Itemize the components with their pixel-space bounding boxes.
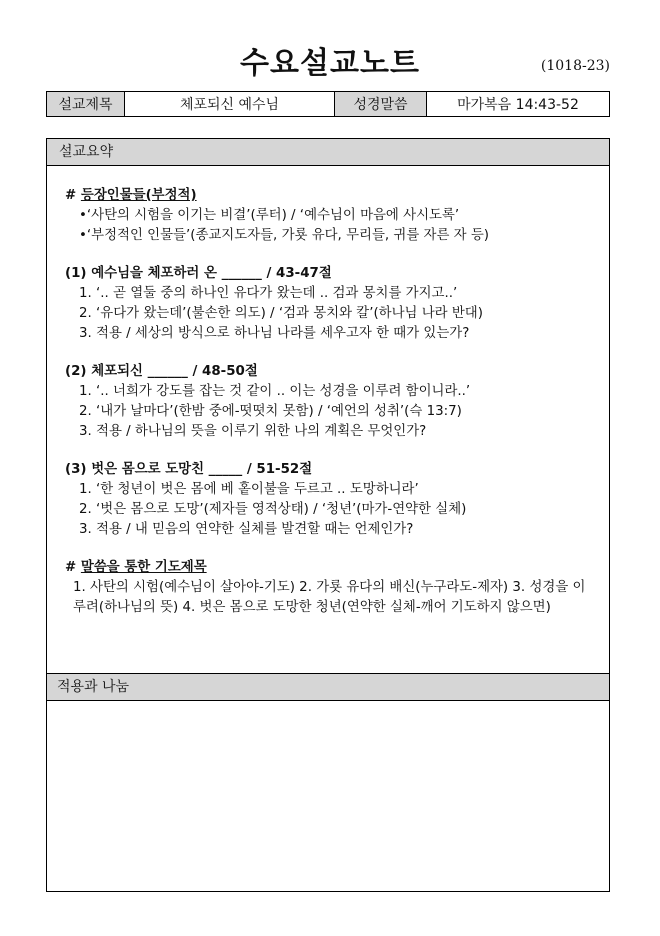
characters-heading [65, 186, 595, 206]
list-item: 3. 적용 / 하나님의 뜻을 이루기 위한 나의 계획은 무엇인가? [79, 424, 427, 439]
sermon-title-value: 체포되신 예수님 [125, 92, 335, 116]
sermon-summary-section [46, 138, 610, 674]
list-item: •‘부정적인 인물들’(종교지도자들, 가룟 유다, 무리들, 귀를 자른 자 등) [79, 228, 489, 243]
application-writing-area[interactable] [47, 701, 609, 891]
list-item: 3. 적용 / 세상의 방식으로 하나님 나라를 세우고자 한 때가 있는가? [79, 326, 470, 341]
sermon-summary-body [47, 166, 609, 618]
sermon-info-table [46, 91, 610, 117]
prayer-heading-text: 말씀을 통한 기도제목 [80, 560, 207, 575]
section-2-heading: (2) 체포되신 ______ / 48-50절 [65, 364, 258, 379]
list-item: 2. ‘내가 날마다’(한밤 중에-떳떳치 못함) / ‘예언의 성취’(슥 13:7) [79, 404, 462, 419]
scripture-label: 성경말씀 [335, 92, 427, 116]
list-item: •‘사탄의 시험을 이기는 비결’(루터) / ‘예수님이 마음에 사시도록’ [79, 208, 460, 223]
scripture-value: 마가복음 14:43-52 [457, 97, 579, 113]
list-item: 2. ‘벗은 몸으로 도망’(제자들 영적상태) / ‘청년’(마가-연약한 실체) [79, 502, 467, 517]
heading-prefix: # [65, 188, 81, 203]
page-title: 수요설교노트 [240, 46, 420, 81]
list-item: 3. 적용 / 내 믿음의 연약한 실체를 발견할 때는 언제인가? [79, 522, 414, 537]
application-label: 적용과 나눔 [47, 674, 609, 701]
heading-prefix: # [65, 560, 81, 575]
characters-heading-text: 등장인물들(부정적) [80, 188, 197, 203]
application-section [46, 673, 610, 892]
document-code: (1018-23) [540, 58, 610, 74]
prayer-topics-text: 1. 사탄의 시험(예수님이 살아야-기도) 2. 가룟 유다의 배신(누구라도-제자) 3. 성경을 이루려(하나님의 뜻) 4. 벗은 몸으로 도망한 청년(연약한 실체-깨어 기도하지 않으면) [73, 580, 586, 615]
section-1-heading: (1) 예수님을 체포하러 온 ______ / 43-47절 [65, 266, 332, 281]
sermon-title-label: 설교제목 [47, 92, 125, 116]
list-item: 2. ‘유다가 왔는데’(불손한 의도) / ‘검과 몽치와 칼’(하나님 나라 반대) [79, 306, 483, 321]
section-3-heading: (3) 벗은 몸으로 도망친 _____ / 51-52절 [65, 462, 313, 477]
list-item: 1. ‘한 청년이 벗은 몸에 베 홑이불을 두르고 .. 도망하니라’ [79, 482, 419, 497]
list-item: 1. ‘.. 곧 열둘 중의 하나인 유다가 왔는데 .. 검과 몽치를 가지고..’ [79, 286, 458, 301]
list-item: 1. ‘.. 너희가 강도를 잡는 것 같이 .. 이는 성경을 이루려 함이니라..’ [79, 384, 471, 399]
prayer-heading [65, 558, 595, 578]
sermon-summary-label: 설교요약 [47, 139, 609, 166]
